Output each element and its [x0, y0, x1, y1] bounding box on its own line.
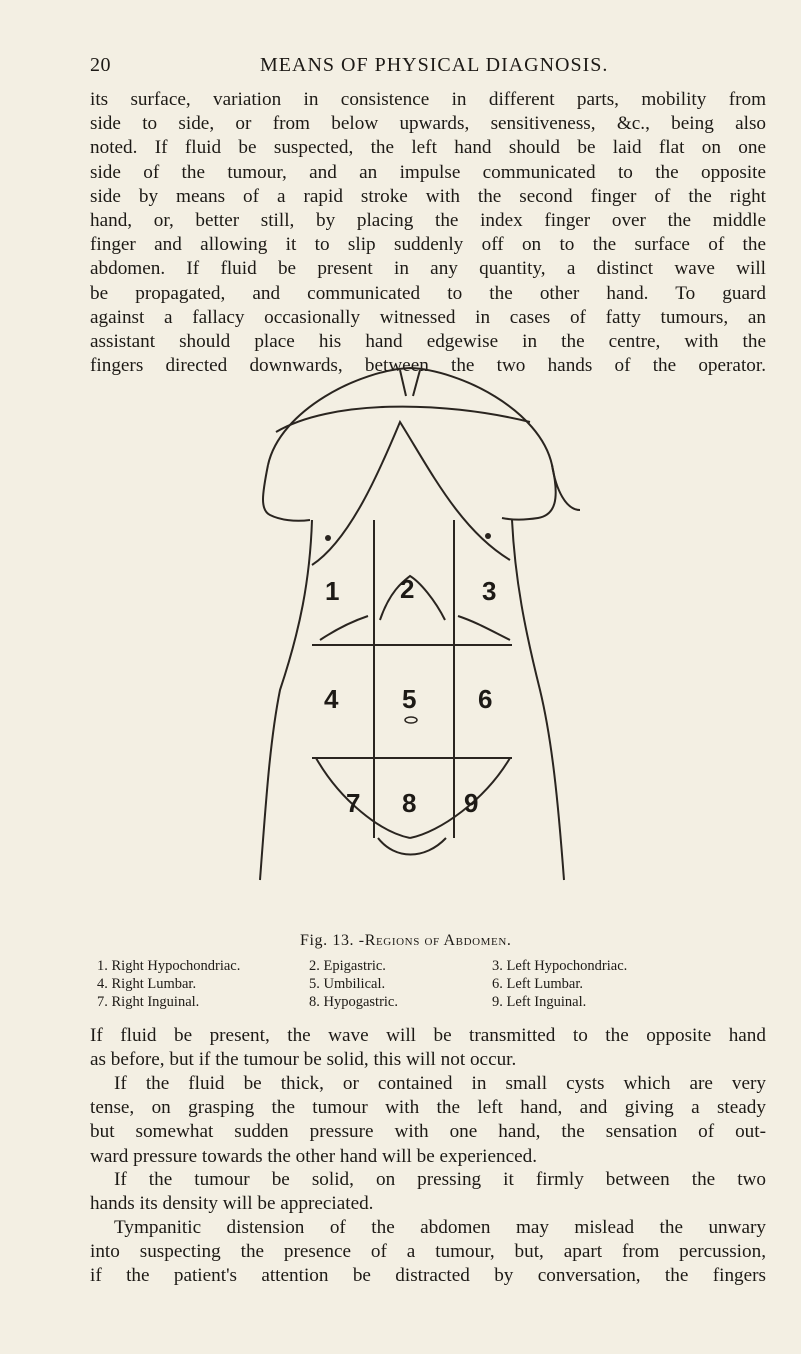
right-nipple-icon — [325, 535, 331, 541]
text-line: tense, on grasping the tumour with the left hand, and giving a steady — [90, 1097, 766, 1119]
text-line: side by means of a rapid stroke with the second finger of the right — [90, 185, 766, 207]
region-number-6: 6 — [478, 684, 493, 714]
subcostal-angle — [312, 422, 510, 565]
page-number: 20 — [90, 54, 111, 76]
legend-item: 4. Right Lumbar. — [97, 976, 197, 992]
legend-item: 6. Left Lumbar. — [492, 976, 584, 992]
text-line: if the patient's attention be distracted by conversation, the fingers — [90, 1265, 766, 1287]
text-line: fingers directed downwards, between the two hands of the operator. — [90, 355, 766, 377]
shoulder-left — [502, 465, 556, 520]
legend-item: 1. Right Hypochondriac. — [97, 958, 241, 974]
text-line: ward pressure towards the other hand will be experienced. — [90, 1145, 538, 1167]
region-number-5: 5 — [402, 684, 417, 714]
legend-item: 9. Left Inguinal. — [492, 994, 587, 1010]
umbilicus-icon — [405, 717, 417, 723]
page-header — [90, 54, 770, 84]
region-number-2: 2 — [400, 574, 415, 604]
inguinal-ligament-left — [410, 758, 510, 838]
legend-item: 2. Epigastric. — [309, 958, 386, 974]
figure-title: Regions of Abdomen. — [364, 932, 512, 949]
paragraph-3 — [90, 1072, 766, 1169]
text-line: side to side, or from below upwards, sensitiveness, &c., being also — [90, 113, 766, 135]
region-number-1: 1 — [325, 576, 340, 606]
paragraph-2 — [90, 1024, 766, 1072]
text-line: noted. If fluid be suspected, the left hand should be laid flat on one — [90, 137, 766, 159]
left-nipple-icon — [485, 533, 491, 539]
sternum-notch — [400, 370, 406, 396]
figure-caption — [300, 932, 512, 950]
text-line: against a fallacy occasionally witnessed in cases of fatty tumours, an — [90, 306, 766, 328]
shoulder-right — [263, 465, 310, 521]
text-line: Tympanitic distension of the abdomen may mislead the unwary — [114, 1217, 766, 1238]
region-number-7: 7 — [346, 788, 361, 818]
text-line: but somewhat sudden pressure with one hand, the sensation of out- — [90, 1121, 766, 1143]
text-line: finger and allowing it to slip suddenly off on to the surface of the — [90, 234, 766, 256]
caption-dash: - — [358, 932, 365, 949]
legend-item: 3. Left Hypochondriac. — [492, 958, 628, 974]
text-line: hands its density will be appreciated. — [90, 1193, 374, 1215]
text-line: If the fluid be thick, or contained in small cysts which are very — [114, 1073, 766, 1094]
paragraph-1 — [90, 88, 766, 378]
chest-outline — [268, 368, 580, 510]
region-number-8: 8 — [402, 788, 417, 818]
text-line: as before, but if the tumour be solid, this will not occur. — [90, 1049, 517, 1071]
flank-right — [260, 520, 312, 880]
text-line: assistant should place his hand edgewise in the centre, with the — [90, 331, 766, 353]
text-line: its surface, variation in consistence in different parts, mobility from — [90, 89, 766, 110]
rib-left — [458, 616, 510, 640]
region-number-4: 4 — [324, 684, 339, 714]
text-line: hand, or, better still, by placing the index finger over the middle — [90, 210, 766, 232]
pubic-line — [378, 838, 446, 855]
legend-item: 7. Right Inguinal. — [97, 994, 200, 1010]
text-line: into suspecting the presence of a tumour, but, apart from percussion, — [90, 1241, 766, 1263]
text-line: be propagated, and communicated to the other hand. To guard — [90, 282, 766, 304]
flank-left — [512, 520, 564, 880]
inguinal-ligament-right — [316, 758, 410, 838]
text-line: abdomen. If fluid be present in any quantity, a distinct wave will — [90, 258, 766, 280]
paragraph-4 — [90, 1168, 766, 1216]
sternum-notch-2 — [413, 370, 420, 396]
region-number-3: 3 — [482, 576, 497, 606]
legend-item: 8. Hypogastric. — [309, 994, 398, 1010]
figure-label: Fig. 13. — [300, 932, 355, 949]
rib-right — [320, 616, 368, 640]
paragraph-5 — [90, 1216, 766, 1289]
legend-item: 5. Umbilical. — [309, 976, 386, 992]
abdomen-regions-figure — [240, 360, 580, 890]
region-number-9: 9 — [464, 788, 479, 818]
text-line: If the tumour be solid, on pressing it firmly between the two — [114, 1169, 766, 1190]
text-line: If fluid be present, the wave will be transmitted to the opposite hand — [90, 1025, 766, 1046]
running-title: MEANS OF PHYSICAL DIAGNOSIS. — [260, 54, 609, 76]
text-line: side of the tumour, and an impulse communicated to the opposite — [90, 161, 766, 183]
